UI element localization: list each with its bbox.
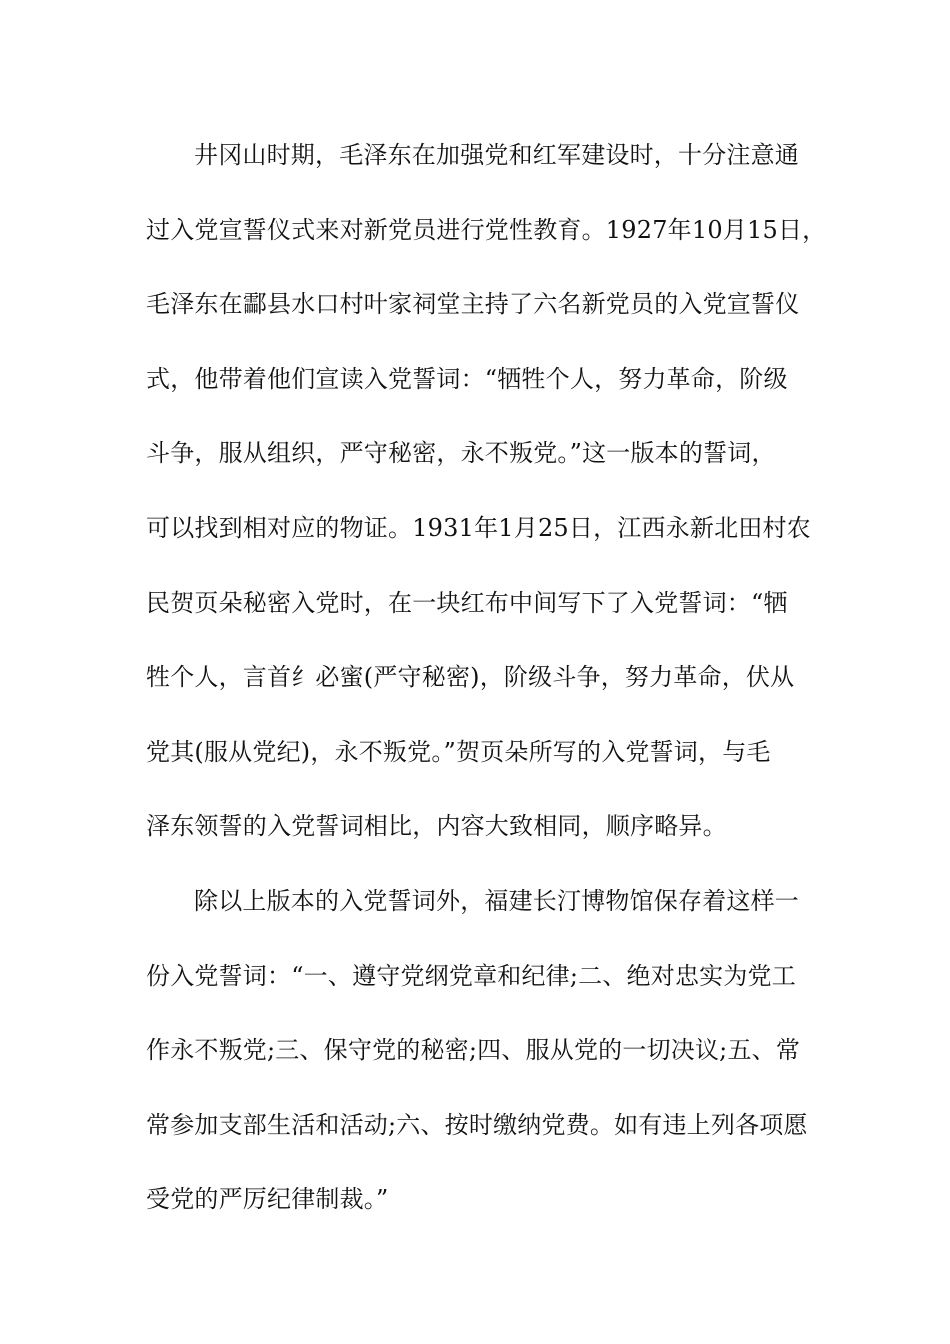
body-text (146, 126, 826, 1245)
paragraph-2-line-5: 受党的严厉纪律制裁。” (146, 1185, 389, 1214)
paragraph-1-line-2: 过入党宣誓仪式来对新党员进行党性教育。1927年10月15日， (146, 215, 827, 244)
paragraph-1-line-1: 井冈山时期，毛泽东在加强党和红军建设时，十分注意通 (194, 141, 799, 169)
paragraph-1-line-7: 民贺页朵秘密入党时，在一块红布中间写下了入党誓词：“牺 (146, 588, 788, 617)
paragraph-1-line-3: 毛泽东在酃县水口村叶家祠堂主持了六名新党员的入党宣誓仪 (146, 290, 800, 319)
paragraph-2-line-4: 常参加支部生活和活动;六、按时缴纳党费。如有违上列各项愿 (146, 1110, 808, 1139)
paragraph-1-line-5: 斗争，服从组织，严守秘密，永不叛党。”这一版本的誓词， (146, 439, 776, 468)
paragraph-1-line-10: 泽东领誓的入党誓词相比，内容大致相同，顺序略异。 (146, 812, 727, 841)
paragraph-2-line-3: 作永不叛党;三、保守党的秘密;四、服从党的一切决议;五、常 (146, 1036, 801, 1065)
paragraph-1-line-9: 党其(服从党纪)，永不叛党。”贺页朵所写的入党誓词，与毛 (146, 737, 771, 766)
paragraph-1-line-8: 牲个人，言首纟必蜜(严守秘密)，阶级斗争，努力革命，伏从 (146, 663, 795, 692)
paragraph-1-line-4: 式，他带着他们宣读入党誓词：“牺牲个人，努力革命，阶级 (146, 364, 788, 393)
paragraph-2-line-2: 份入党誓词：“一、遵守党纲党章和纪律;二、绝对忠实为党工 (146, 961, 796, 990)
paragraph-1-line-6: 可以找到相对应的物证。1931年1月25日，江西永新北田村农 (146, 513, 811, 542)
paragraph-2-line-1: 除以上版本的入党誓词外，福建长汀博物馆保存着这样一 (194, 886, 799, 915)
